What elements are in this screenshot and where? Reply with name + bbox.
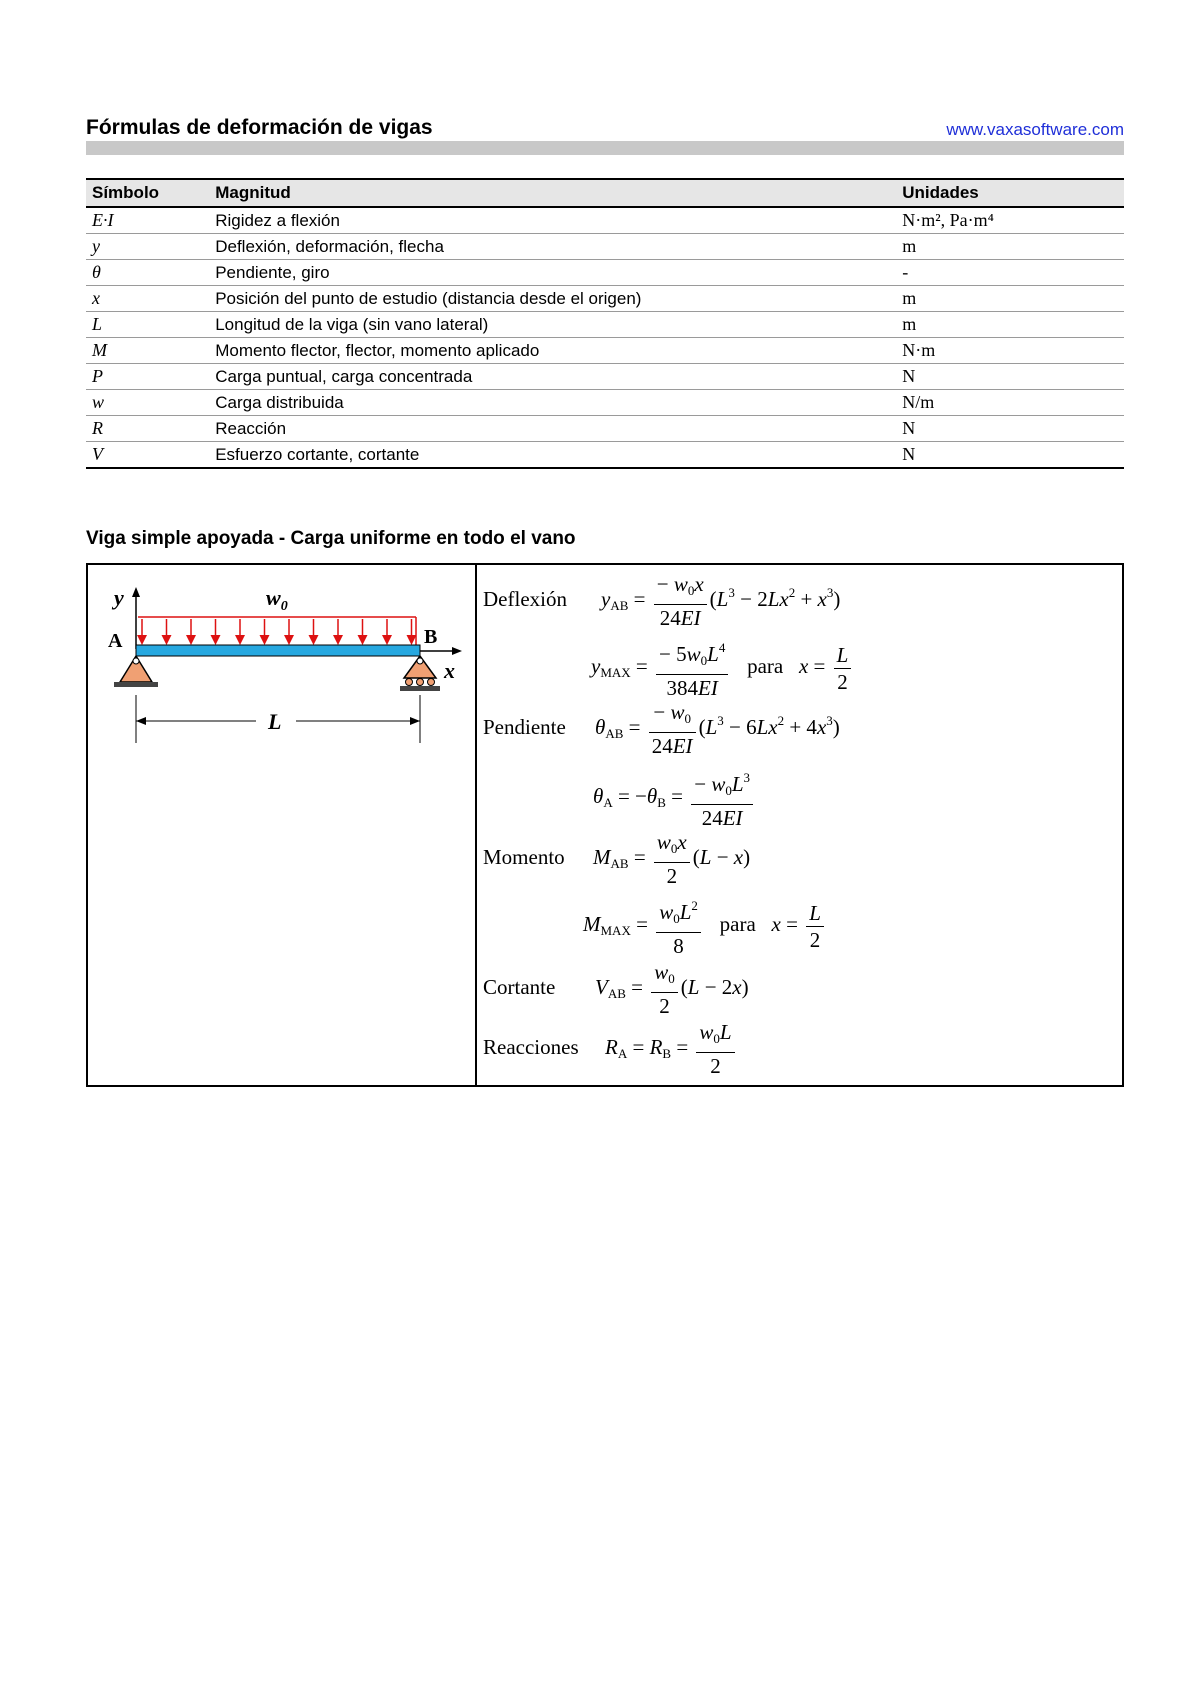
website-link[interactable]: www.vaxasoftware.com — [946, 120, 1124, 139]
magnitude-cell: Carga distribuida — [209, 390, 896, 416]
load-arrow-head-icon — [284, 635, 294, 645]
span-label: L — [268, 709, 282, 734]
magnitude-cell: Longitud de la viga (sin vano lateral) — [209, 312, 896, 338]
reactions-formula: $R_A = R_B$ = $\frac{w_0L}{2}$ — [605, 1019, 738, 1079]
para-label: para — [719, 911, 756, 936]
end-slope-formula: $\theta_A = -\theta_B$ = $\frac{- w_0L^3}{24EI}$ — [593, 765, 756, 831]
slope-label: Pendiente — [483, 715, 566, 739]
deflection-label: Deflexión — [483, 587, 567, 611]
support-b-label: B — [424, 626, 438, 648]
y-axis-arrow-icon — [132, 587, 140, 597]
column-header-units: Unidades — [896, 179, 1124, 207]
units-cell: N — [896, 416, 1124, 442]
reactions-label: Reacciones — [483, 1035, 579, 1059]
units-cell: - — [896, 260, 1124, 286]
symbol-cell: w — [86, 390, 209, 416]
max-deflection-formula: $y_{MAX}$ = $\frac{- 5w_0L^4}{384EI}$ para x = $\frac{L}{2}$ — [591, 635, 854, 701]
load-arrow-head-icon — [260, 635, 270, 645]
magnitude-cell: Reacción — [209, 416, 896, 442]
table-row — [86, 364, 1124, 390]
table-row — [86, 312, 1124, 338]
table-row — [86, 260, 1124, 286]
units-cell: N/m — [896, 390, 1124, 416]
units-cell: m — [896, 312, 1124, 338]
symbol-cell: V — [86, 442, 209, 469]
moment-label: Momento — [483, 845, 565, 869]
para-label: para — [747, 653, 784, 678]
formulas-panel — [477, 565, 1122, 1085]
load-arrow-head-icon — [309, 635, 319, 645]
shear-formula: $V_{AB}$ = $\frac{w_0}{2}$ (L − 2x) — [595, 960, 749, 1018]
diagram-panel — [88, 565, 477, 1085]
dimension-arrow-right-icon — [410, 717, 420, 725]
table-row — [86, 416, 1124, 442]
symbol-cell: θ — [86, 260, 209, 286]
header — [86, 112, 1124, 144]
units-cell: m — [896, 286, 1124, 312]
load-arrow-head-icon — [186, 635, 196, 645]
units-cell: N — [896, 364, 1124, 390]
table-row — [86, 442, 1124, 469]
load-arrow-head-icon — [235, 635, 245, 645]
dimension-arrow-left-icon — [136, 717, 146, 725]
units-cell: N·m — [896, 338, 1124, 364]
beam-diagram — [96, 583, 466, 758]
column-header-symbol: Símbolo — [86, 179, 209, 207]
units-cell: m — [896, 234, 1124, 260]
title-underline-bar — [86, 141, 1124, 155]
table-row — [86, 390, 1124, 416]
magnitude-cell: Deflexión, deformación, flecha — [209, 234, 896, 260]
symbol-cell: P — [86, 364, 209, 390]
x-axis-label: x — [444, 658, 455, 683]
roller-support-b-icon — [400, 656, 440, 691]
table-row — [86, 234, 1124, 260]
table-header-row — [86, 179, 1124, 207]
magnitude-cell: Carga puntual, carga concentrada — [209, 364, 896, 390]
load-arrow-head-icon — [407, 635, 417, 645]
load-arrow-head-icon — [211, 635, 221, 645]
symbol-cell: L — [86, 312, 209, 338]
y-axis-label: y — [114, 585, 124, 610]
symbol-cell: E·I — [86, 207, 209, 234]
symbols-table — [86, 178, 1124, 469]
units-cell: N·m², Pa·m⁴ — [896, 207, 1124, 234]
pin-support-a-icon — [114, 656, 158, 687]
page-title: Fórmulas de deformación de vigas — [86, 116, 433, 139]
slope-formula: $\theta_{AB}$ = $\frac{- w_0}{24EI}$ $(L^3 - 6Lx^2 + 4x^3)$ — [595, 700, 840, 758]
symbol-cell: R — [86, 416, 209, 442]
load-arrow-head-icon — [382, 635, 392, 645]
beam — [136, 645, 420, 656]
moment-formula: $M_{AB}$ = $\frac{w_0x}{2}$ (L − x) — [593, 830, 751, 888]
table-row — [86, 338, 1124, 364]
symbol-cell: y — [86, 234, 209, 260]
formula-box — [86, 563, 1124, 1087]
load-arrow-head-icon — [137, 635, 147, 645]
load-label: $w_0$ — [266, 585, 288, 614]
magnitude-cell: Esfuerzo cortante, cortante — [209, 442, 896, 469]
load-arrow-head-icon — [358, 635, 368, 645]
magnitude-cell: Posición del punto de estudio (distancia desde el origen) — [209, 286, 896, 312]
symbol-cell: M — [86, 338, 209, 364]
magnitude-cell: Rigidez a flexión — [209, 207, 896, 234]
table-row — [86, 286, 1124, 312]
symbol-cell: x — [86, 286, 209, 312]
deflection-formula: $y_{AB}$ = $\frac{- w_0x}{24EI}$ $(L^3 - 2Lx^2 + x^3)$ — [601, 572, 841, 630]
magnitude-cell: Momento flector, flector, momento aplicado — [209, 338, 896, 364]
column-header-magnitude: Magnitud — [209, 179, 896, 207]
table-row — [86, 207, 1124, 234]
support-a-label: A — [108, 630, 123, 652]
load-arrow-head-icon — [162, 635, 172, 645]
section-title: Viga simple apoyada - Carga uniforme en todo el vano — [86, 528, 576, 549]
units-cell: N — [896, 442, 1124, 469]
magnitude-cell: Pendiente, giro — [209, 260, 896, 286]
max-moment-formula: $M_{MAX}$ = $\frac{w_0L^2}{8}$ para x = $\frac{L}{2}$ — [583, 893, 827, 959]
load-arrow-head-icon — [333, 635, 343, 645]
x-axis-arrow-icon — [452, 647, 462, 655]
load-arrows — [137, 619, 417, 645]
shear-label: Cortante — [483, 975, 556, 999]
